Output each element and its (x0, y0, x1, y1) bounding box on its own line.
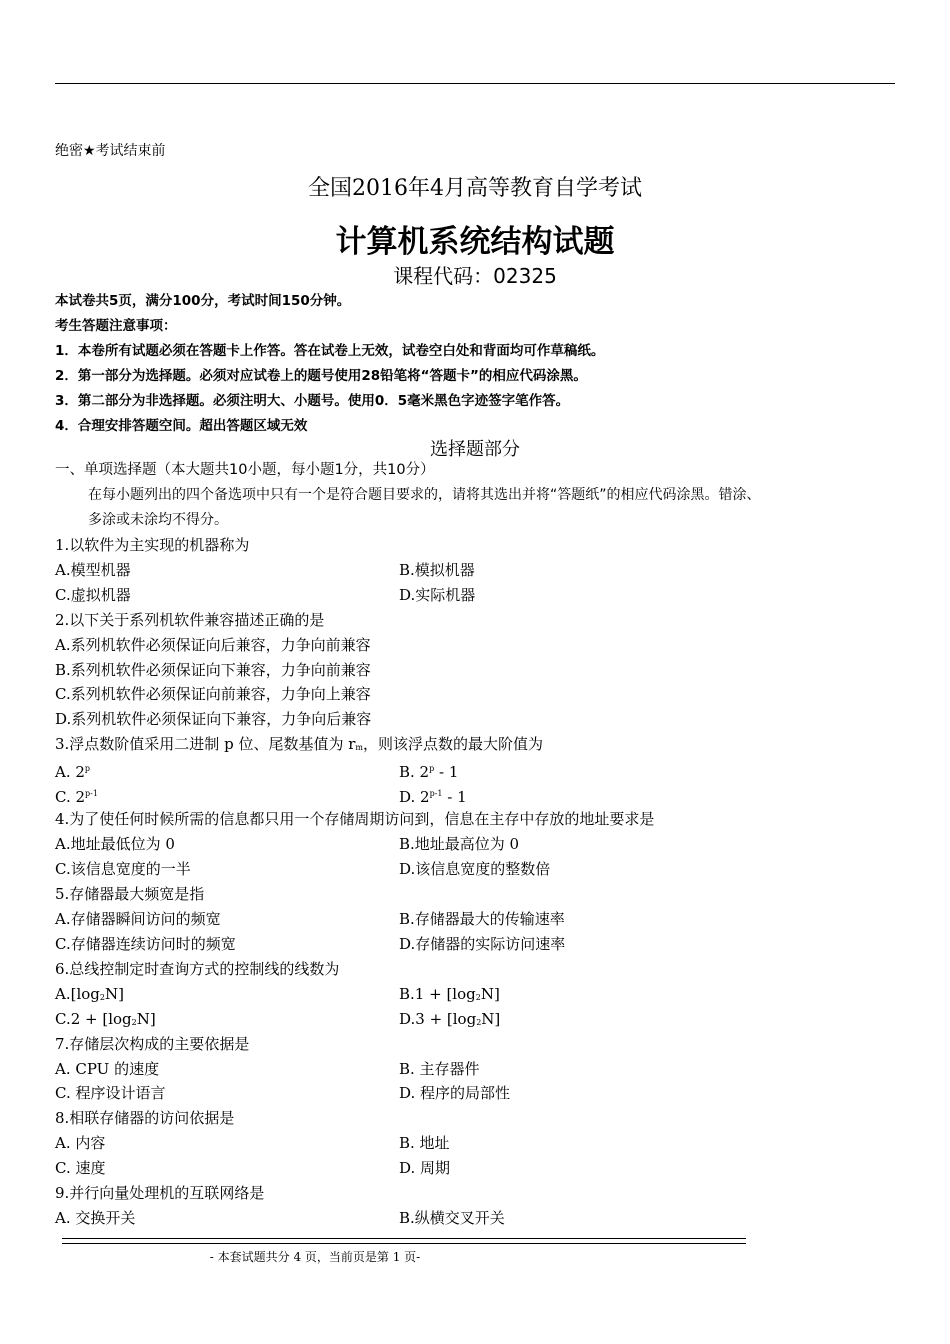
option-a: A.模型机器 (55, 560, 131, 579)
option-row (55, 932, 905, 957)
option-c: C. 程序设计语言 (55, 1084, 166, 1103)
option-b (399, 757, 905, 782)
option-text: N] (136, 1009, 156, 1028)
option-d: D.存储器的实际访问速率 (399, 934, 566, 953)
option-row (55, 982, 905, 1007)
option-b: B.模拟机器 (399, 560, 475, 579)
section-heading: 一、单项选择题（本大题共10小题，每小题1分，共10分） (55, 462, 435, 478)
option-row (55, 558, 905, 583)
option-row (55, 857, 905, 882)
subject-title: 计算机系统结构试题 (335, 224, 615, 260)
option-c: C.该信息宽度的一半 (55, 860, 191, 878)
option-row (55, 583, 905, 608)
subscript: 2 (99, 992, 105, 1002)
option-d (399, 1007, 905, 1032)
option-text: - 1 (434, 763, 459, 782)
option-c (55, 1007, 399, 1032)
page-footer: - 本套试题共分 4 页，当前页是第 1 页- (209, 1250, 421, 1264)
option-c: C.虚拟机器 (55, 585, 131, 604)
option-row (55, 1007, 905, 1032)
stem-text: ，则该浮点数的最大阶值为 (362, 735, 543, 754)
exam-title: 全国2016年4月高等教育自学考试 (308, 176, 642, 201)
option-row (55, 1156, 905, 1181)
option-b: B.地址最高位为 0 (399, 835, 520, 854)
note-line: 4．合理安排答题空间。超出答题区域无效 (55, 418, 308, 434)
question-7-stem: 7.存储层次构成的主要依据是 (55, 1034, 250, 1053)
option-row (55, 1057, 905, 1082)
option-text: B. 2 (399, 763, 430, 782)
subscript: 2 (476, 1017, 482, 1027)
option-row (55, 782, 905, 807)
option-text: N] (481, 1009, 501, 1028)
note-line: 2．第一部分为选择题。必须对应试卷上的题号使用28铅笔将“答题卡”的相应代码涂黑。 (55, 368, 587, 384)
option-row (55, 1081, 905, 1106)
footer-rule (62, 1238, 746, 1244)
option-row (55, 757, 905, 782)
option-text: - 1 (442, 788, 467, 807)
question-4-stem: 4.为了使任何时候所需的信息都只用一个存储周期访问到，信息在主存中存放的地址要求是 (55, 810, 655, 829)
option-b: B.存储器最大的传输速率 (399, 909, 565, 928)
question-9-stem: 9.并行向量处理机的互联网络是 (55, 1184, 265, 1203)
question-5-stem: 5.存储器最大频宽是指 (55, 884, 205, 903)
section-instruction: 多涂或未涂均不得分。 (88, 511, 228, 528)
superscript: p-1 (429, 789, 443, 799)
option-c: C. 速度 (55, 1159, 106, 1178)
option-d: D.系列机软件必须保证向下兼容，力争向后兼容 (55, 710, 372, 729)
top-rule (55, 83, 895, 84)
option-b: B. 地址 (399, 1134, 450, 1153)
option-d: D.该信息宽度的整数倍 (399, 860, 551, 878)
course-code: 课程代码：02325 (393, 264, 557, 288)
option-row (55, 832, 905, 857)
note-line: 考生答题注意事项： (55, 318, 177, 334)
question-3-stem (55, 732, 905, 757)
option-a: A. CPU 的速度 (55, 1059, 160, 1078)
option-d (399, 782, 905, 807)
note-line: 本试卷共5页，满分100分，考试时间150分钟。 (55, 293, 351, 309)
option-row (55, 907, 905, 932)
option-row (55, 1206, 905, 1231)
option-b: B. 主存器件 (399, 1059, 480, 1078)
option-d: D. 程序的局部性 (399, 1084, 511, 1103)
question-8-stem: 8.相联存储器的访问依据是 (55, 1109, 235, 1128)
note-line: 3．第二部分为非选择题。必须注明大、小题号。使用0．5毫米黑色字迹签字笔作答。 (55, 393, 570, 409)
note-line: 1．本卷所有试题必须在答题卡上作答。答在试卷上无效，试卷空白处和背面均可作草稿纸。 (55, 343, 605, 359)
questions-area (55, 458, 905, 1231)
option-a: A. 交换开关 (55, 1209, 136, 1228)
option-text: C. 2 (55, 788, 86, 807)
question-2-stem: 2.以下关于系列机软件兼容描述正确的是 (55, 610, 325, 629)
option-a: A.存储器瞬间访问的频宽 (55, 909, 221, 928)
subscript: m (355, 743, 363, 753)
section-instruction: 在每小题列出的四个备选项中只有一个是符合题目要求的，请将其选出并将“答题纸”的相应代码涂黑。错涂、 (88, 486, 761, 503)
option-a (55, 757, 399, 782)
option-b: B.系列机软件必须保证向下兼容，力争向前兼容 (55, 660, 371, 679)
superscript: p (84, 764, 91, 774)
part-title: 选择题部分 (430, 439, 520, 460)
option-text: D.3 + [log (399, 1009, 477, 1028)
superscript: p (429, 764, 435, 774)
question-6-stem: 6.总线控制定时查询方式的控制线的线数为 (55, 959, 340, 978)
option-text: A. 2 (55, 763, 85, 782)
option-text: N] (104, 984, 124, 1003)
subscript: 2 (475, 992, 481, 1002)
option-text: N] (480, 984, 500, 1003)
option-c: C.存储器连续访问时的频宽 (55, 934, 236, 953)
secret-mark: 绝密★考试结束前 (55, 143, 166, 159)
option-d: D.实际机器 (399, 585, 476, 604)
superscript: p-1 (85, 789, 98, 799)
option-a: A. 内容 (55, 1134, 106, 1153)
subscript: 2 (131, 1017, 137, 1027)
option-text: D. 2 (399, 788, 430, 807)
option-a (55, 982, 399, 1007)
question-1-stem: 1.以软件为主实现的机器称为 (55, 535, 250, 554)
option-row (55, 1131, 905, 1156)
option-b: B.纵横交叉开关 (399, 1209, 505, 1228)
exam-notes (55, 289, 895, 439)
option-d: D. 周期 (399, 1159, 451, 1178)
option-a: A.地址最低位为 0 (55, 835, 175, 854)
stem-text: 3.浮点数阶值采用二进制 p 位、尾数基值为 r (55, 735, 356, 754)
option-text: B.1 + [log (399, 984, 476, 1003)
option-a: A.系列机软件必须保证向后兼容，力争向前兼容 (55, 635, 371, 654)
option-text: C.2 + [log (55, 1009, 132, 1028)
option-b (399, 982, 905, 1007)
option-c: C.系列机软件必须保证向前兼容，力争向上兼容 (55, 685, 371, 704)
option-c (55, 782, 399, 807)
option-text: A.[log (55, 984, 100, 1003)
